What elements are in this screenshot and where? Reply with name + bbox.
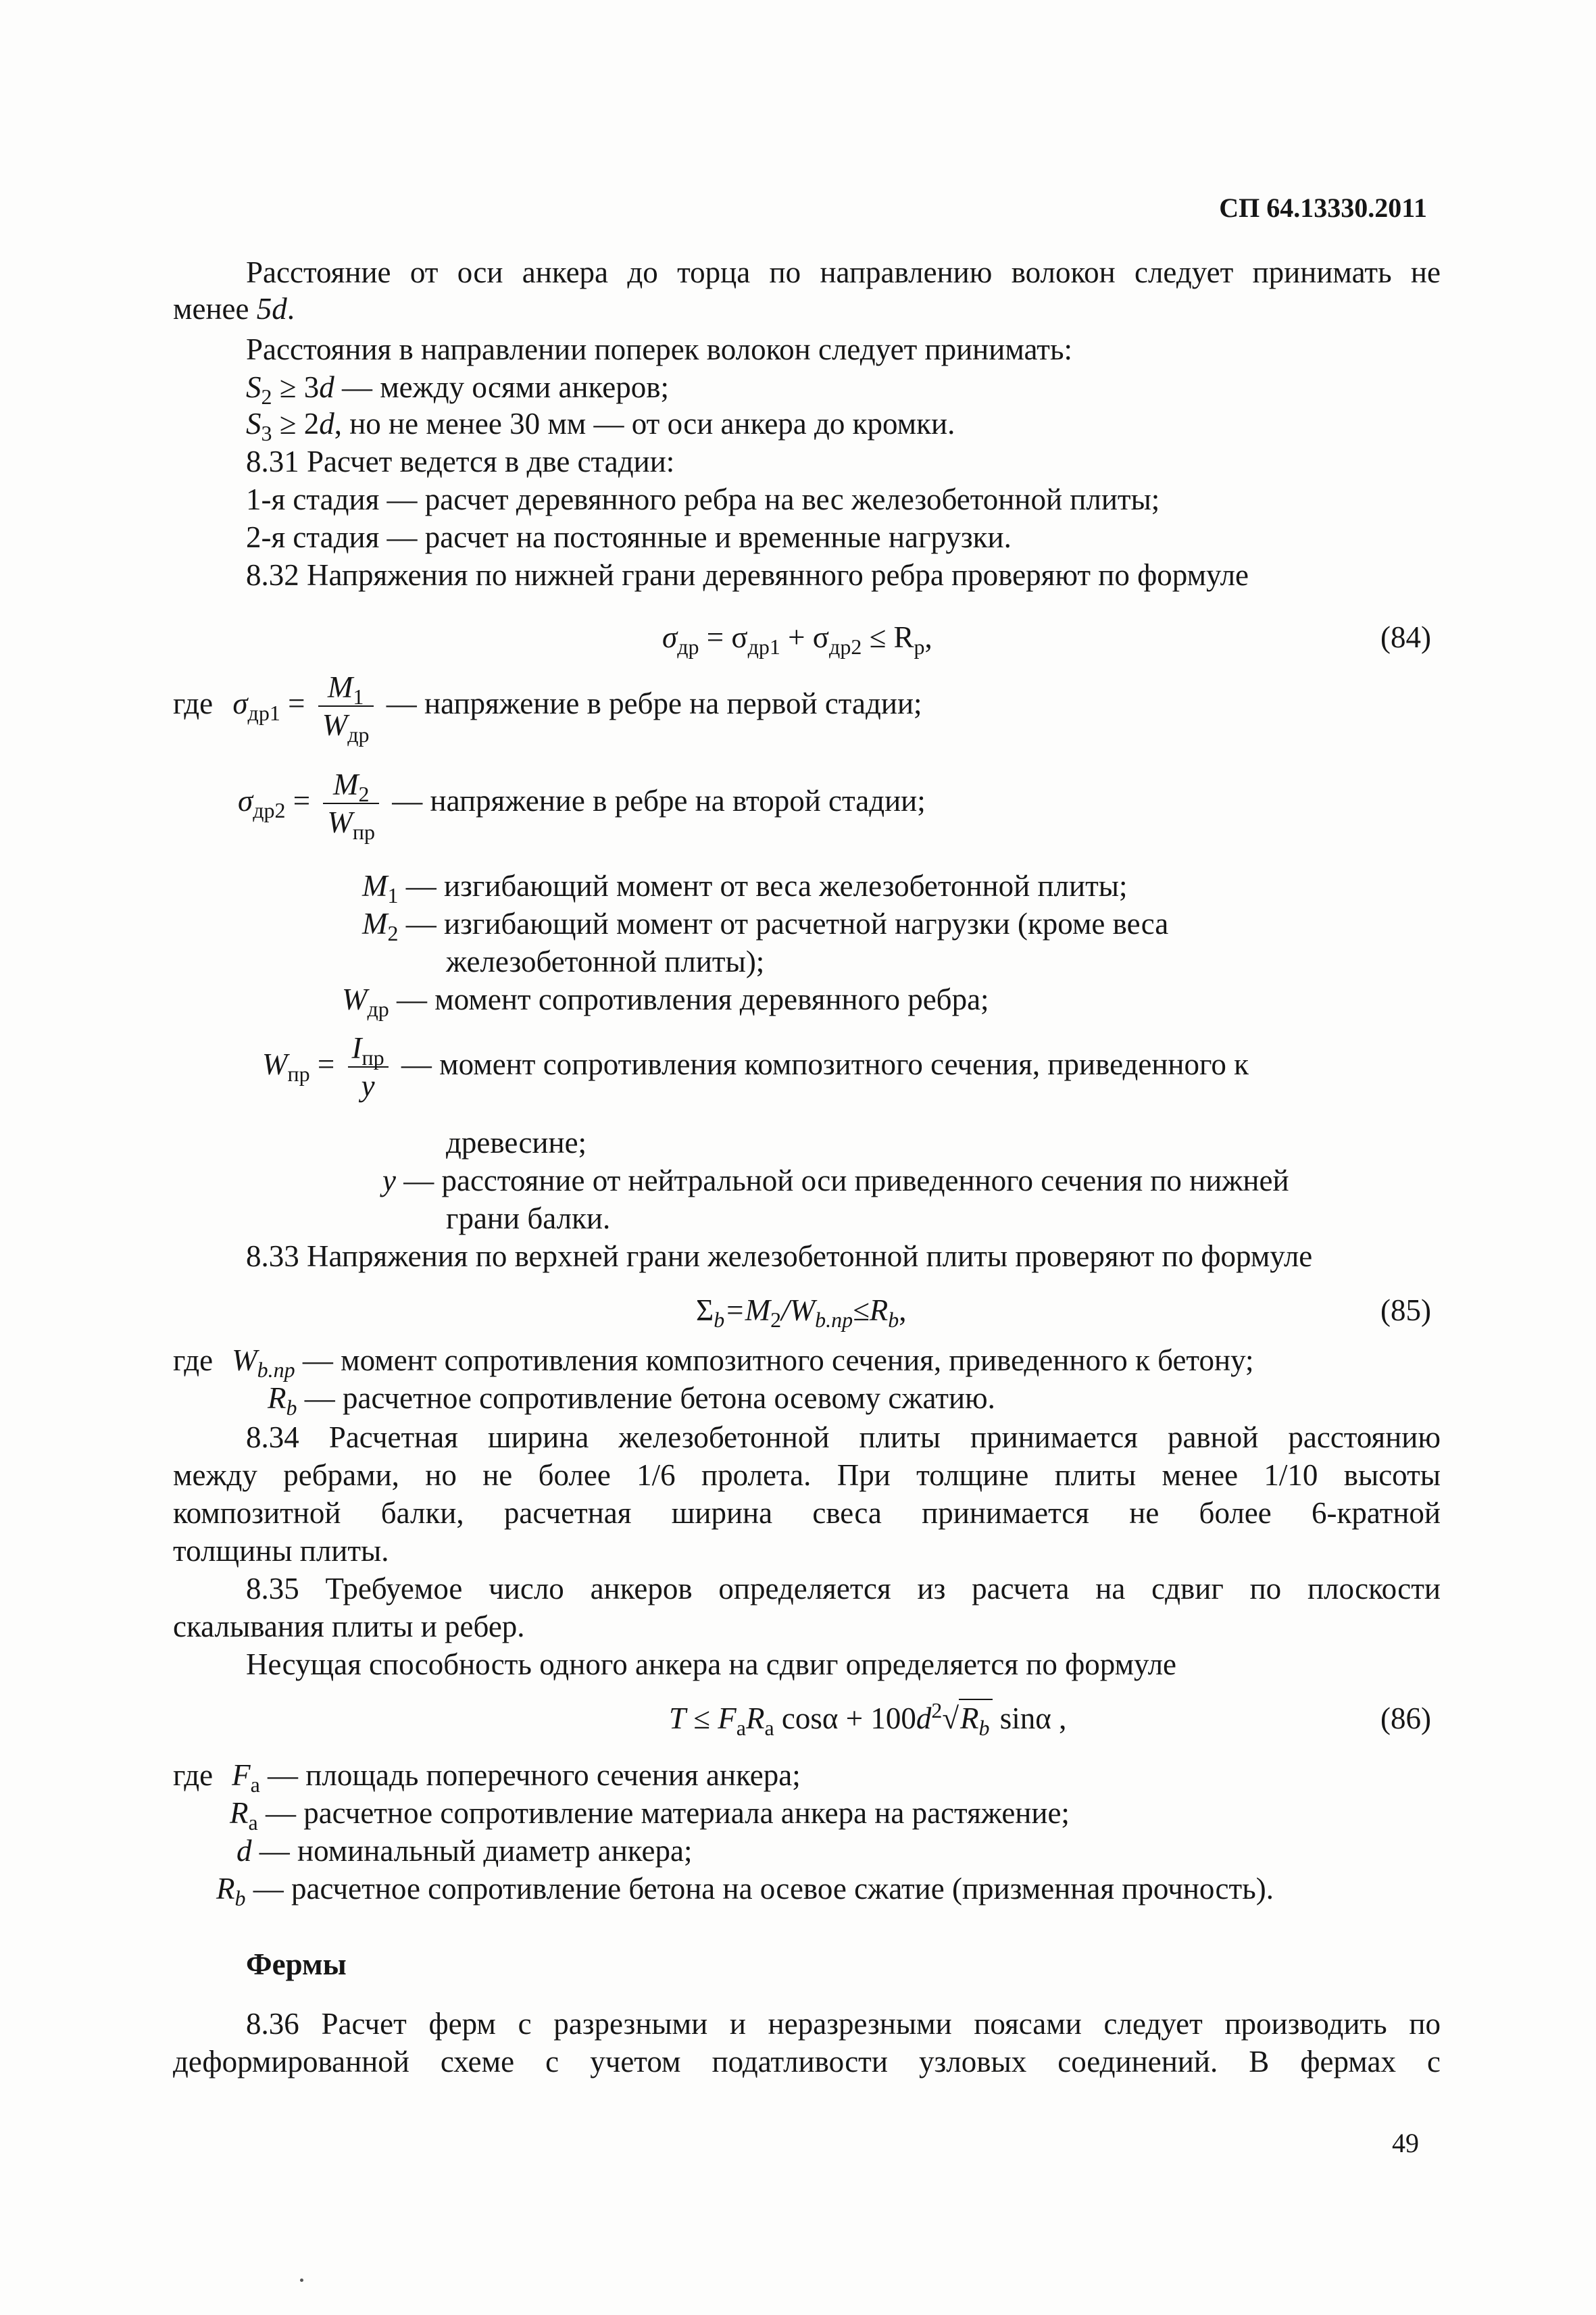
math-var: T bbox=[669, 1701, 687, 1735]
math-var: σ bbox=[238, 784, 253, 818]
def-wpr bbox=[262, 1031, 1249, 1104]
text-span: , но не менее 30 мм — от оси анкера до кромки. bbox=[334, 407, 955, 441]
math-text: Σ bbox=[696, 1293, 714, 1327]
math-sub: b.пр bbox=[815, 1308, 853, 1332]
def-y bbox=[382, 1162, 1289, 1199]
math-text: , bbox=[899, 1293, 907, 1327]
definition-text: — площадь поперечного сечения анкера; bbox=[259, 1758, 801, 1792]
paragraph-anchor-end-line1: Расстояние от оси анкера до торца по направлению волокон следует принимать не bbox=[246, 255, 1441, 289]
math-sub: b.пр bbox=[257, 1358, 295, 1382]
math-sub: 1 bbox=[353, 684, 364, 709]
where-label: где bbox=[173, 687, 214, 721]
math-sub: пр bbox=[361, 1045, 384, 1070]
s2-condition bbox=[246, 369, 670, 409]
equation-number-85: (85) bbox=[1380, 1293, 1431, 1327]
text-span: менее bbox=[173, 292, 257, 326]
math-sub: 2 bbox=[358, 782, 370, 806]
definition-text: — изгибающий момент от веса железобетонной плиты; bbox=[398, 869, 1128, 903]
anchor-capacity-intro: Несущая способность одного анкера на сдвиг определяется по формуле bbox=[246, 1647, 1177, 1681]
math-sub: др2 bbox=[253, 798, 286, 823]
math-var: M bbox=[332, 768, 359, 801]
math-var: d bbox=[916, 1701, 932, 1735]
math-sub: b bbox=[234, 1886, 246, 1910]
def-wpr-continuation: древесине; bbox=[446, 1126, 587, 1160]
def-sigma-dr1 bbox=[173, 670, 922, 747]
math-text: = bbox=[285, 784, 311, 818]
def-m2 bbox=[362, 905, 1169, 945]
math-var: R bbox=[960, 1701, 979, 1735]
text-span: ≥ 3 bbox=[272, 370, 320, 404]
sqrt-sign: √ bbox=[942, 1701, 959, 1735]
definition-text: — номинальный диаметр анкера; bbox=[251, 1834, 693, 1868]
clause-8-36-line1: 8.36 Расчет ферм с разрезными и неразрезными поясами следует производить по bbox=[246, 2007, 1441, 2041]
math-var: M bbox=[327, 670, 353, 704]
math-sub: a bbox=[764, 1716, 774, 1740]
math-sub: др2 bbox=[829, 634, 862, 659]
math-sub: 2 bbox=[261, 384, 272, 409]
math-sub: р bbox=[914, 634, 925, 659]
math-sub: др1 bbox=[247, 701, 280, 726]
math-var: d bbox=[236, 1834, 252, 1868]
stage-2: 2-я стадия — расчет на постоянные и временные нагрузки. bbox=[246, 520, 1012, 554]
def-ra bbox=[230, 1795, 1070, 1835]
definition-text: — расчетное сопротивление бетона на осевое сжатие (призменная прочность). bbox=[245, 1872, 1274, 1906]
definition-text: — момент сопротивления композитного сечения, приведенного к bbox=[401, 1047, 1249, 1082]
where-label: где bbox=[173, 1343, 214, 1377]
math-var: ≤R bbox=[853, 1293, 889, 1327]
def-fa bbox=[173, 1757, 801, 1797]
math-var: R bbox=[745, 1701, 765, 1735]
math-var: d bbox=[319, 407, 334, 441]
math-text: = bbox=[309, 1047, 335, 1082]
definition-text: — момент сопротивления композитного сечения, приведенного к бетону; bbox=[295, 1343, 1254, 1377]
math-var: R bbox=[230, 1796, 249, 1830]
def-m1 bbox=[362, 868, 1128, 907]
math-sub: b bbox=[286, 1395, 297, 1420]
definition-text: — расчетное сопротивление бетона осевому сжатию. bbox=[297, 1381, 995, 1415]
clause-8-33: 8.33 Напряжения по верхней грани железобетонной плиты проверяют по формуле bbox=[246, 1239, 1313, 1273]
math-sub: 3 bbox=[261, 421, 272, 445]
formula-84 bbox=[662, 619, 932, 659]
scan-speck bbox=[300, 2279, 303, 2282]
text-span: ≥ 2 bbox=[272, 407, 320, 441]
math-var: R bbox=[216, 1872, 235, 1906]
formula-85 bbox=[696, 1292, 907, 1332]
math-var: y bbox=[361, 1068, 375, 1103]
equation-number-84: (84) bbox=[1380, 620, 1431, 654]
math-var: W bbox=[327, 805, 353, 839]
math-var: W bbox=[232, 1343, 257, 1377]
definition-text: — расчетное сопротивление материала анкера на растяжение; bbox=[257, 1796, 1070, 1830]
math-var: S bbox=[246, 370, 261, 404]
clause-8-35-line2: скалывания плиты и ребер. bbox=[173, 1610, 525, 1643]
fraction-ipr-y bbox=[348, 1031, 389, 1104]
def-rb bbox=[268, 1380, 995, 1420]
math-var: =M bbox=[724, 1293, 771, 1327]
clause-8-34-line3: композитной балки, расчетная ширина свеса принимается не более 6-кратной bbox=[173, 1496, 1441, 1530]
s3-condition bbox=[246, 405, 955, 445]
clause-8-34-line4: толщины плиты. bbox=[173, 1534, 389, 1568]
math-sub: 2 bbox=[770, 1308, 782, 1332]
math-sub: пр bbox=[352, 819, 375, 844]
equation-number-86: (86) bbox=[1380, 1701, 1431, 1735]
math-var: M bbox=[362, 869, 388, 903]
math-sub: b bbox=[714, 1308, 725, 1332]
math-sub: b bbox=[888, 1308, 899, 1332]
clause-8-31: 8.31 Расчет ведется в две стадии: bbox=[246, 445, 675, 478]
math-var: σ bbox=[662, 620, 678, 654]
def-d bbox=[236, 1833, 692, 1869]
fraction-m2-wpr bbox=[323, 768, 379, 844]
def-m2-continuation: железобетонной плиты); bbox=[446, 945, 765, 978]
math-var: W bbox=[322, 707, 348, 742]
math-sub: b bbox=[978, 1716, 990, 1740]
section-title-trusses: Фермы bbox=[246, 1947, 347, 1981]
math-var: F bbox=[232, 1758, 251, 1792]
page-number: 49 bbox=[1392, 2128, 1419, 2158]
math-var: 5d bbox=[256, 292, 287, 326]
definition-text: — напряжение в ребре на второй стадии; bbox=[392, 784, 926, 818]
clause-8-35-line1: 8.35 Требуемое число анкеров определяется из расчета на сдвиг по плоскости bbox=[246, 1572, 1441, 1605]
stage-1: 1-я стадия — расчет деревянного ребра на вес железобетонной плиты; bbox=[246, 482, 1160, 516]
math-text: cosα + 100 bbox=[774, 1701, 916, 1735]
math-var: d bbox=[319, 370, 334, 404]
def-wdr bbox=[342, 981, 989, 1021]
def-wb-pr bbox=[173, 1342, 1254, 1382]
math-text: = bbox=[280, 687, 305, 721]
math-var: R bbox=[268, 1381, 286, 1415]
where-label: где bbox=[173, 1758, 214, 1792]
math-sup: 2 bbox=[931, 1698, 943, 1722]
math-text: ≤ R bbox=[862, 620, 914, 654]
math-sub: 2 bbox=[387, 921, 399, 945]
fraction-m1-wdr bbox=[318, 670, 374, 747]
clause-8-32: 8.32 Напряжения по нижней грани деревянного ребра проверяют по формуле bbox=[246, 558, 1249, 592]
math-sub: 1 bbox=[387, 883, 399, 907]
formula-86 bbox=[669, 1698, 1067, 1740]
math-var: σ bbox=[232, 687, 248, 721]
definition-text: — момент сопротивления деревянного ребра; bbox=[389, 982, 989, 1016]
math-var: S bbox=[246, 407, 261, 441]
def-sigma-dr2 bbox=[238, 768, 926, 844]
math-var: F bbox=[718, 1701, 737, 1735]
paragraph-anchor-end-line2 bbox=[173, 291, 295, 327]
math-sub: др bbox=[677, 634, 699, 659]
clause-8-36-line2: деформированной схеме с учетом податливости узловых соединений. В фермах с bbox=[173, 2045, 1441, 2078]
math-sub: a bbox=[736, 1716, 746, 1740]
math-var: W bbox=[262, 1047, 288, 1082]
math-var: M bbox=[362, 907, 388, 941]
math-var: /W bbox=[781, 1293, 816, 1327]
math-sub: a bbox=[248, 1810, 258, 1835]
clause-8-34-line1: 8.34 Расчетная ширина железобетонной плиты принимается равной расстоянию bbox=[246, 1420, 1441, 1454]
definition-text: — расстояние от нейтральной оси приведенного сечения по нижней bbox=[395, 1164, 1289, 1197]
text-span: — между осями анкеров; bbox=[334, 370, 670, 404]
def-y-continuation: грани балки. bbox=[446, 1201, 611, 1235]
math-sub: др bbox=[347, 722, 370, 747]
math-text: = σ bbox=[699, 620, 748, 654]
math-text: sinα , bbox=[992, 1701, 1067, 1735]
clause-8-34-line2: между ребрами, но не более 1/6 пролета. При толщине плиты менее 1/10 высоты bbox=[173, 1458, 1441, 1492]
text-span: . bbox=[286, 292, 295, 326]
definition-text: — изгибающий момент от расчетной нагрузки (кроме веса bbox=[398, 907, 1169, 941]
math-var: W bbox=[342, 982, 368, 1016]
cross-spacing-intro: Расстояния в направлении поперек волокон следует принимать: bbox=[246, 332, 1072, 366]
math-text: + σ bbox=[780, 620, 830, 654]
math-sub: др bbox=[367, 997, 389, 1021]
sqrt-radicand bbox=[959, 1699, 993, 1740]
math-var: y bbox=[382, 1164, 396, 1197]
math-sub: пр bbox=[287, 1062, 310, 1087]
math-var: I bbox=[351, 1031, 362, 1065]
math-sub: a bbox=[250, 1772, 260, 1797]
math-text: , bbox=[924, 620, 932, 654]
definition-text: — напряжение в ребре на первой стадии; bbox=[386, 687, 922, 721]
def-rb-prism bbox=[216, 1870, 1274, 1910]
document-code-header: СП 64.13330.2011 bbox=[1219, 193, 1427, 223]
math-sub: др1 bbox=[747, 634, 780, 659]
math-text: ≤ bbox=[686, 1701, 718, 1735]
